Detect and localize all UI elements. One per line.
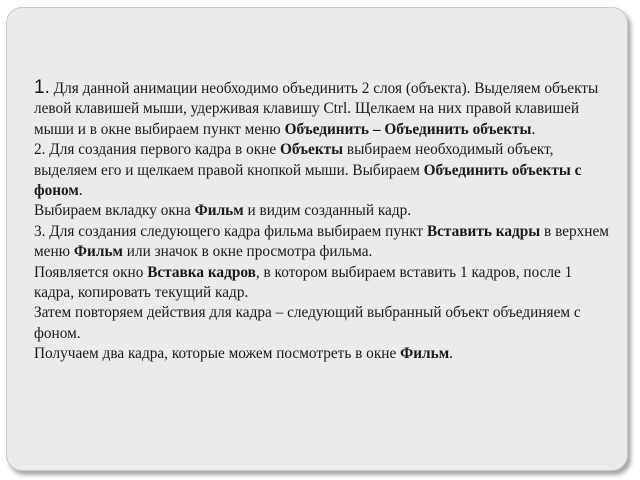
slide-panel [6, 7, 628, 471]
step-1-end: . [531, 120, 536, 138]
step-3-text-2: в верхнем меню [34, 222, 609, 261]
step-2-end: . [78, 182, 83, 200]
step-1-bold: Объединить – Объединить объекты [284, 120, 532, 138]
step-1-text: Для данной анимации необходимо объединить 2 слоя (объекта). Выделяем объекты левой клавишей мыши, удерживая клавишу Ctrl. Щелкаем на них правой клавишей мыши и в окне выбираем пункт меню [34, 80, 599, 138]
instructions-text [34, 78, 614, 365]
step-2-text-2: выбираем необходимый объект, выделяем его и щелкаем правой кнопкой мыши. Выбираем [34, 141, 554, 179]
step-2-bold-objects: Объекты [279, 141, 344, 159]
insert-window-end: , в котором выбираем вставить 1 кадров, после 1 кадра, копировать текущий кадр. [34, 263, 573, 302]
step-1-number: 1. [34, 77, 50, 98]
repeat-text: Затем повторяем действия для кадра – следующий выбранный объект объединяем с фоном. [34, 304, 581, 342]
result-paragraph [34, 344, 614, 364]
insert-window-bold: Вставка кадров [147, 263, 256, 281]
result-end: . [449, 345, 453, 363]
result-bold: Фильм [400, 345, 450, 363]
step-3-text: 3. Для создания следующего кадра фильма выбираем пункт [34, 222, 427, 240]
film-tab-paragraph [34, 201, 614, 221]
insert-window-text: Появляется окно [34, 263, 148, 281]
step-2-paragraph [34, 140, 614, 201]
insert-window-paragraph [34, 263, 614, 304]
step-2-text: 2. Для создания первого кадра в окне [34, 141, 280, 159]
step-1-paragraph [34, 78, 614, 140]
repeat-paragraph [34, 303, 614, 344]
step-3-bold-film: Фильм [73, 243, 123, 261]
step-2-bold-merge: Объединить объекты с фоном [34, 161, 582, 200]
result-text: Получаем два кадра, которые можем посмотреть в окне [34, 345, 401, 363]
step-3-bold-insert: Вставить кадры [426, 222, 541, 240]
film-tab-bold: Фильм [194, 202, 244, 220]
film-tab-text: Выбираем вкладку окна [34, 202, 195, 220]
film-tab-end: и видим созданный кадр. [243, 202, 412, 220]
step-3-paragraph [34, 222, 614, 263]
step-3-end: или значок в окне просмотра фильма. [122, 243, 373, 261]
